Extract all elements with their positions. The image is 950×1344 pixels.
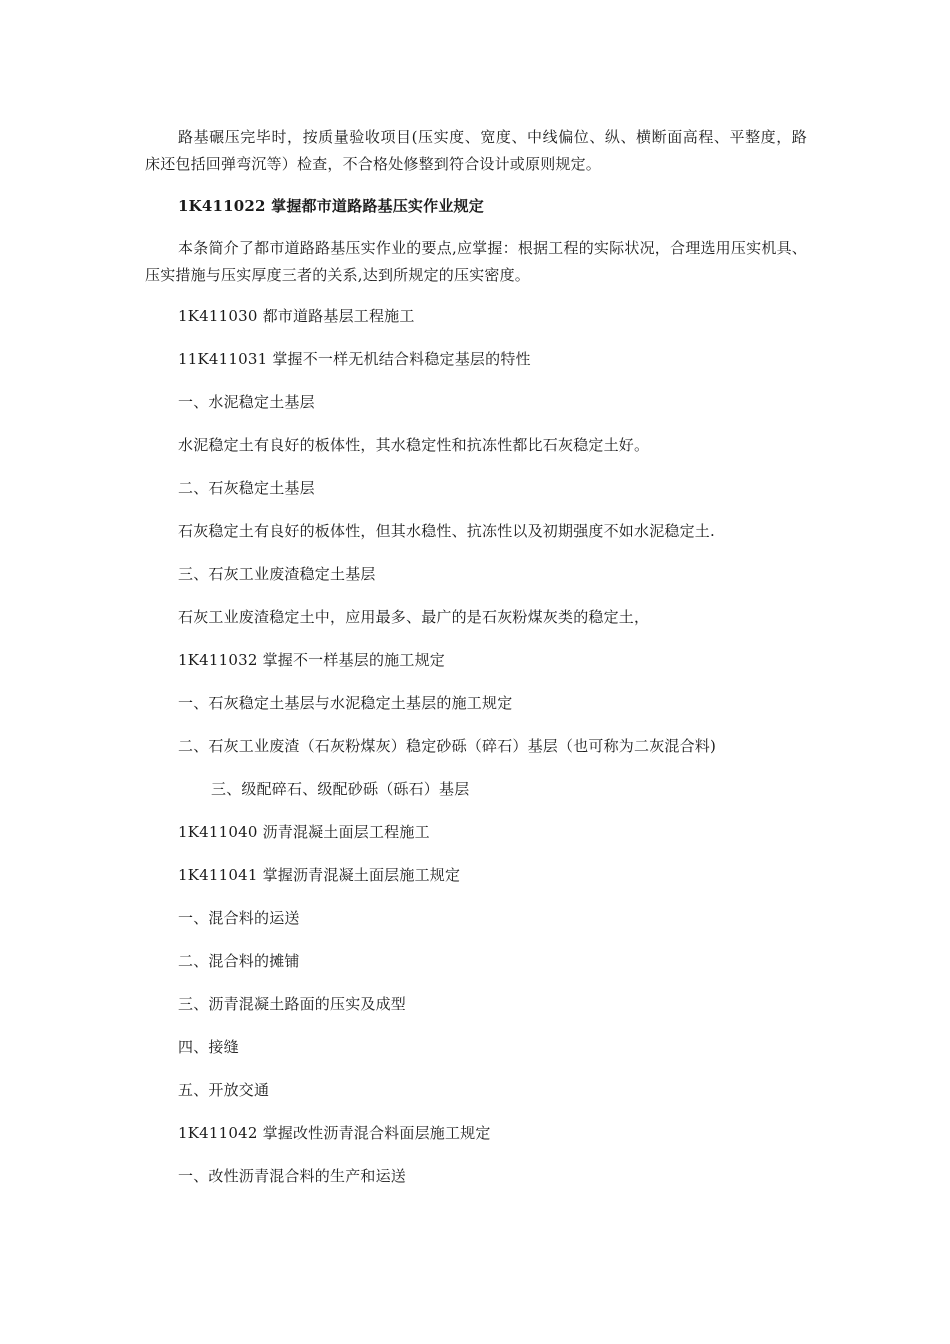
paragraph-compaction-summary: 本条简介了都市道路路基压实作业的要点,应掌握：根据工程的实际状况，合理选用压实机具、压实措施与压实厚度三者的关系,达到所规定的压实密度。	[145, 239, 807, 284]
item-joints: 四、接缝	[178, 1038, 239, 1056]
paragraph-subgrade-acceptance: 路基碾压完毕时，按质量验收项目(压实度、宽度、中线偏位、纵、横断面高程、平整度，路床还包括回弹弯沉等）检查，不合格处修整到符合设计或原则规定。	[145, 128, 807, 173]
heading-1k411042: 1K411042 掌握改性沥青混合料面层施工规定	[178, 1124, 491, 1142]
item-lime-stabilized-base: 二、石灰稳定土基层	[178, 479, 315, 497]
item-cement-stabilized-base: 一、水泥稳定土基层	[178, 393, 315, 411]
item-two-ash-mixture: 二、石灰工业废渣（石灰粉煤灰）稳定砂砾（碎石）基层（也可称为二灰混合料)	[178, 737, 717, 755]
text-lime-stabilized-property: 石灰稳定土有良好的板体性，但其水稳性、抗冻性以及初期强度不如水泥稳定土.	[178, 522, 715, 540]
item-mixture-paving: 二、混合料的摊铺	[178, 952, 300, 970]
heading-11k411031: 11K411031 掌握不一样无机结合料稳定基层的特性	[178, 350, 531, 368]
item-graded-gravel-base: 三、级配碎石、级配砂砾（砾石）基层	[211, 780, 470, 798]
item-lime-industrial-waste-base: 三、石灰工业废渣稳定土基层	[178, 565, 376, 583]
heading-1k411032: 1K411032 掌握不一样基层的施工规定	[178, 651, 445, 669]
item-compaction-forming: 三、沥青混凝土路面的压实及成型	[178, 995, 407, 1013]
text-lime-fly-ash: 石灰工业废渣稳定土中，应用最多、最广的是石灰粉煤灰类的稳定土，	[178, 608, 650, 626]
heading-1k411040: 1K411040 沥青混凝土面层工程施工	[178, 823, 430, 841]
item-modified-asphalt-production: 一、改性沥青混合料的生产和运送	[178, 1167, 407, 1185]
heading-1k411041: 1K411041 掌握沥青混凝土面层施工规定	[178, 866, 461, 884]
heading-1k411022: 1K411022 掌握都市道路路基压实作业规定	[178, 197, 484, 215]
item-open-traffic: 五、开放交通	[178, 1081, 270, 1099]
item-mixture-transport: 一、混合料的运送	[178, 909, 300, 927]
text-cement-stabilized-property: 水泥稳定土有良好的板体性，其水稳定性和抗冻性都比石灰稳定土好。	[178, 436, 650, 454]
heading-1k411030: 1K411030 都市道路基层工程施工	[178, 307, 415, 325]
item-lime-cement-base-construction: 一、石灰稳定土基层与水泥稳定土基层的施工规定	[178, 694, 513, 712]
